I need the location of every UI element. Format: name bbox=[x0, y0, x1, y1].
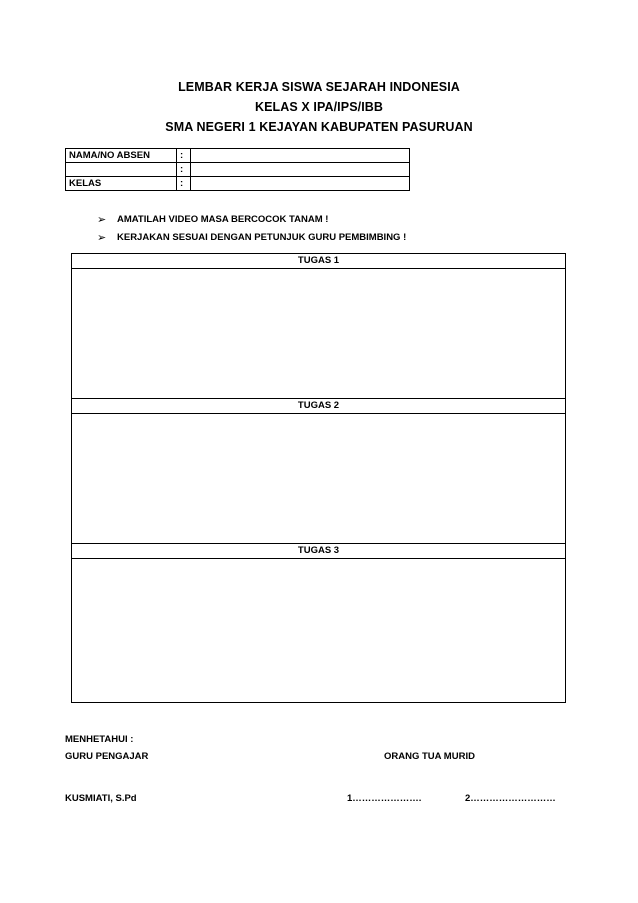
task-title: TUGAS 3 bbox=[72, 544, 565, 559]
arrow-bullet-icon: ➢ bbox=[97, 213, 107, 226]
identity-label: NAMA/NO ABSEN bbox=[66, 149, 177, 163]
parent-signature-1[interactable]: 1…………………. bbox=[347, 793, 422, 804]
task-box-2 bbox=[71, 398, 566, 544]
identity-label: KELAS bbox=[66, 177, 177, 191]
identity-value-field[interactable] bbox=[191, 149, 410, 163]
task-answer-area[interactable] bbox=[72, 414, 565, 544]
arrow-bullet-icon: ➢ bbox=[97, 231, 107, 244]
worksheet-school: SMA NEGERI 1 KEJAYAN KABUPATEN PASURUAN bbox=[165, 120, 473, 134]
parent-signature-2[interactable]: 2……………………… bbox=[465, 793, 556, 804]
identity-label bbox=[66, 163, 177, 177]
task-answer-area[interactable] bbox=[72, 559, 565, 703]
worksheet-class: KELAS X IPA/IPS/IBB bbox=[254, 100, 384, 114]
identity-table bbox=[65, 148, 410, 191]
teacher-name: KUSMIATI, S.Pd bbox=[65, 793, 137, 804]
task-box-3 bbox=[71, 543, 566, 703]
identity-separator: : bbox=[177, 149, 191, 163]
identity-row-name bbox=[66, 149, 410, 163]
instruction-text: AMATILAH VIDEO MASA BERCOCOK TANAM ! bbox=[117, 213, 329, 225]
instruction-item bbox=[97, 228, 406, 246]
worksheet-title: LEMBAR KERJA SISWA SEJARAH INDONESIA bbox=[178, 80, 460, 94]
identity-row-absen bbox=[66, 163, 410, 177]
instruction-item bbox=[97, 210, 406, 228]
identity-value-field[interactable] bbox=[191, 163, 410, 177]
task-answer-area[interactable] bbox=[72, 269, 565, 399]
parent-label: ORANG TUA MURID bbox=[384, 751, 475, 762]
task-title: TUGAS 2 bbox=[72, 399, 565, 414]
identity-separator: : bbox=[177, 177, 191, 191]
teacher-label: GURU PENGAJAR bbox=[65, 751, 149, 762]
acknowledged-label: MENHETAHUI : bbox=[65, 734, 134, 745]
identity-value-field[interactable] bbox=[191, 177, 410, 191]
instruction-text: KERJAKAN SESUAI DENGAN PETUNJUK GURU PEMBIMBING ! bbox=[117, 231, 407, 243]
task-box-1 bbox=[71, 253, 566, 399]
task-title: TUGAS 1 bbox=[72, 254, 565, 269]
identity-row-kelas bbox=[66, 177, 410, 191]
instruction-list bbox=[97, 210, 406, 246]
identity-separator: : bbox=[177, 163, 191, 177]
